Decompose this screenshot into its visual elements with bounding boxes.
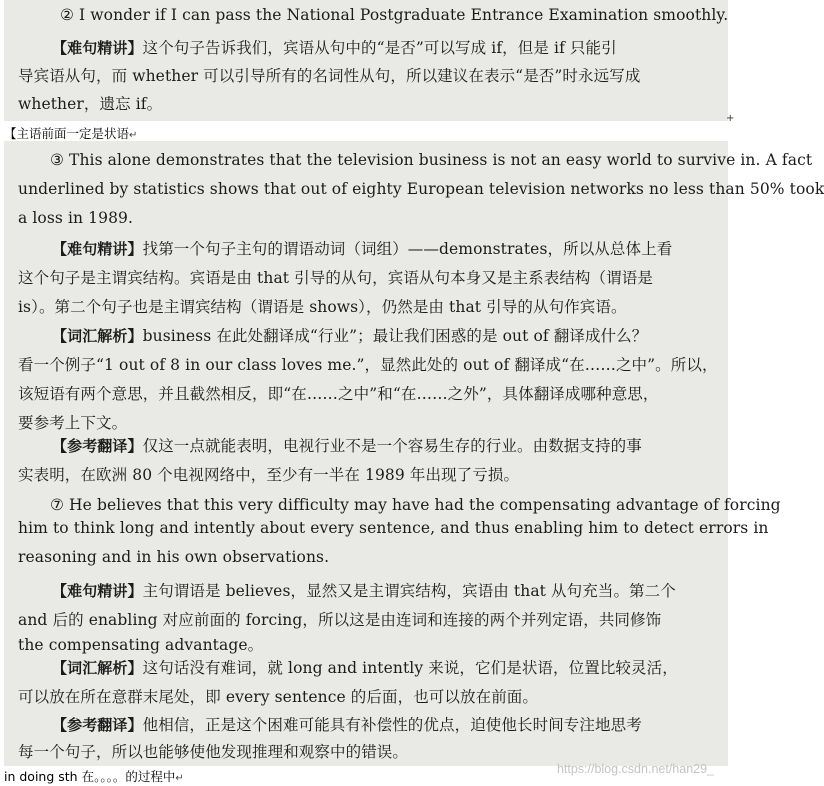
vocab-paragraph-3-line-1: 【词汇解析】business 在此处翻译成“行业”；最让我们困惑的是 out of 翻译成什么？ [52,327,648,345]
translation-paragraph-7-line-1: 【参考翻译】他相信，正是这个困难可能具有补偿性的优点，迫使他长时间专注地思考 [52,716,642,734]
scan-excerpt-main [4,141,824,766]
example-sentence-3-line-3: a loss in 1989. [18,209,134,227]
return-mark-icon: ↵ [129,130,138,141]
vocab-paragraph-3-line-3: 该短语有两个意思，并且截然相反，即“在……之中”和“在……之外”，具体翻译成哪种意思， [18,385,659,403]
vocab-paragraph-3-line-4: 要参考上下文。 [18,414,128,432]
vocab-tag: 【词汇解析】 [52,327,143,345]
example-sentence-7-line-1: ⑦ He believes that this very difficulty may have had the compensating advantage of forcing [50,496,781,514]
analysis-tag: 【难句精讲】 [52,39,143,57]
user-note-1: 【主语前面一定是状语↵ [4,126,138,141]
analysis-paragraph-2-line-3: whether，遗忘 if。 [18,95,163,113]
scan-excerpt-top [4,0,728,121]
analysis-paragraph-3-line-1: 【难句精讲】找第一个句子主句的谓语动词（词组）——demonstrates，所以从总体上看 [52,240,673,258]
example-sentence-3-line-1: ③ This alone demonstrates that the television business is not an easy world to survive in. A fact [50,151,813,169]
analysis-paragraph-7-line-1: 【难句精讲】主句谓语是 believes，显然又是主谓宾结构，宾语由 that 从句充当。第二个 [52,582,676,600]
analysis-paragraph-2-line-2: 导宾语从句，而 whether 可以引导所有的名词性从句，所以建议在表示“是否”时永远写成 [18,67,641,85]
translation-tag: 【参考翻译】 [52,437,143,455]
example-sentence-3-line-2: underlined by statistics shows that out of eighty European television networks no less than 50% took [18,180,824,198]
paragraph-mark-icon: + [726,113,735,124]
analysis-tag: 【难句精讲】 [52,240,143,258]
user-note-2: in doing sth 在。。。。的过程中↵ [4,769,184,784]
analysis-paragraph-2-line-1: 【难句精讲】这个句子告诉我们，宾语从句中的“是否”可以写成 if，但是 if 只能引 [52,39,617,57]
analysis-paragraph-3-line-3: is）。第二个句子也是主谓宾结构（谓语是 shows），仍然是由 that 引导的从句作宾语。 [18,298,627,316]
vocab-paragraph-7-line-1: 【词汇解析】这句话没有难词，就 long and intently 来说，它们是状语，位置比较灵活， [52,659,678,677]
source-watermark: https://blog.csdn.net/han29_ [556,762,714,776]
vocab-paragraph-3-line-2: 看一个例子“1 out of 8 in our class loves me.”，显然此处的 out of 翻译成“在……之中”。所以， [18,356,718,374]
example-sentence-7-line-3: reasoning and in his own observations. [18,548,330,566]
analysis-paragraph-7-line-2: and 后的 enabling 对应前面的 forcing，所以这是由连词和连接的两个并列定语，共同修饰 [18,611,662,629]
vocab-tag: 【词汇解析】 [52,659,143,677]
return-mark-icon: ↵ [175,773,184,784]
vocab-paragraph-7-line-2: 可以放在所在意群末尾处，即 every sentence 的后面，也可以放在前面。 [18,688,538,706]
analysis-paragraph-7-line-3: the compensating advantage。 [18,636,264,654]
example-sentence-2: ② I wonder if I can pass the National Postgraduate Entrance Examination smoothly. [60,6,729,24]
example-sentence-7-line-2: him to think long and intently about every sentence, and thus enabling him to detect errors in [18,519,769,537]
translation-paragraph-7-line-2: 每一个句子，所以也能够使他发现推理和观察中的错误。 [18,743,409,761]
analysis-paragraph-3-line-2: 这个句子是主谓宾结构。宾语是由 that 引导的从句，宾语从句本身又是主系表结构（谓语是 [18,269,653,287]
translation-tag: 【参考翻译】 [52,716,143,734]
translation-paragraph-3-line-2: 实表明，在欧洲 80 个电视网络中，至少有一半在 1989 年出现了亏损。 [18,466,520,484]
translation-paragraph-3-line-1: 【参考翻译】仅这一点就能表明，电视行业不是一个容易生存的行业。由数据支持的事 [52,437,642,455]
analysis-tag: 【难句精讲】 [52,582,143,600]
